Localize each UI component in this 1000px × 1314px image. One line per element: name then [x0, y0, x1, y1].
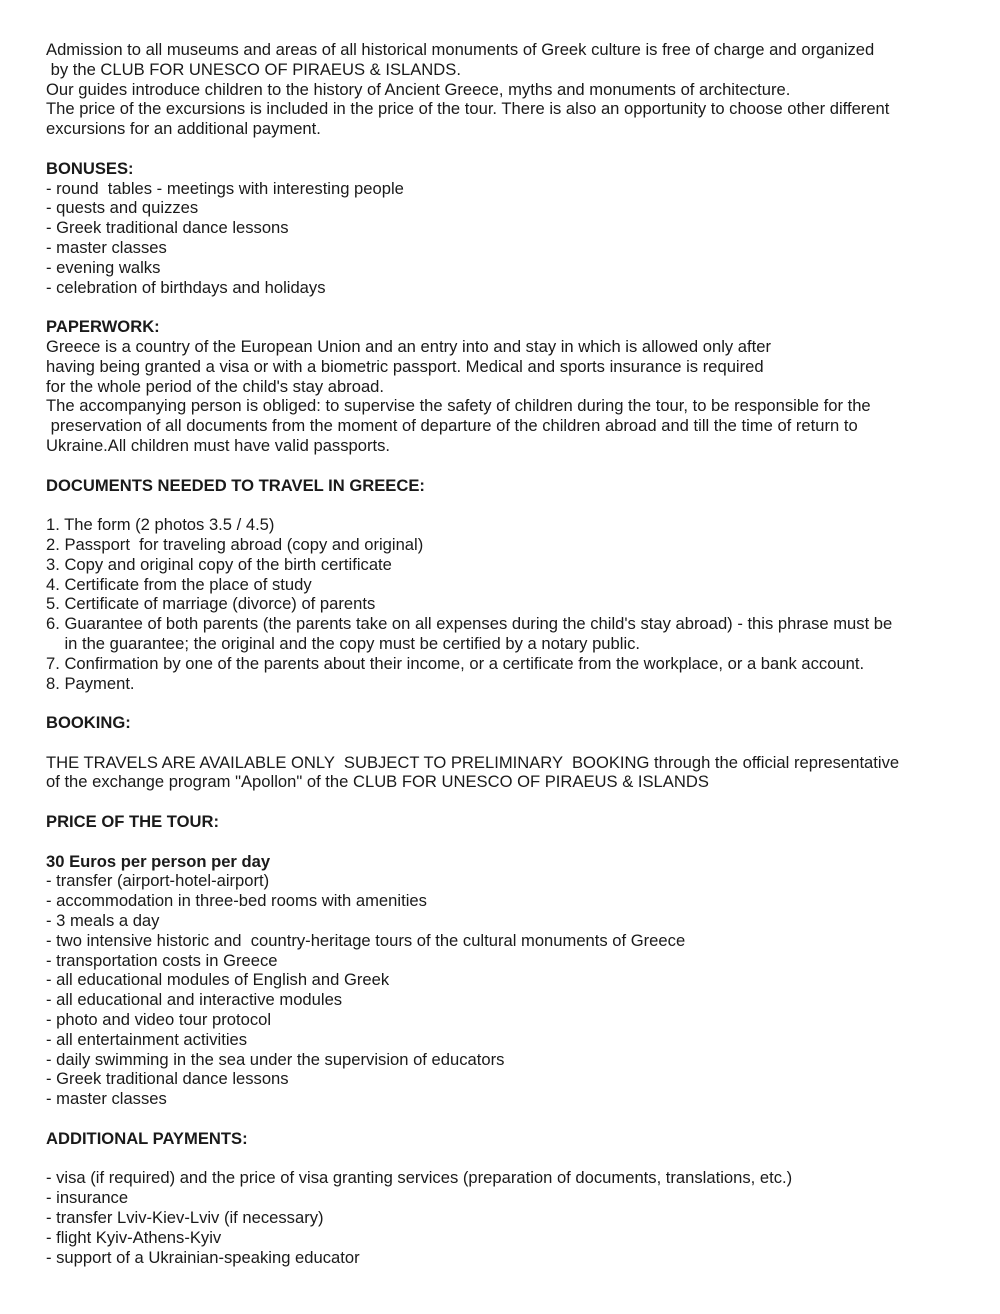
bonus-item: - master classes: [46, 237, 167, 257]
section-heading-documents: DOCUMENTS NEEDED TO TRAVEL IN GREECE:: [46, 475, 425, 495]
price-item: - master classes: [46, 1089, 167, 1109]
spacer: [46, 139, 976, 159]
intro-line: excursions for an additional payment.: [46, 119, 321, 139]
booking-line: of the exchange program "Apollon" of the CLUB FOR UNESCO OF PIRAEUS & ISLANDS: [46, 772, 709, 792]
document-item: 5. Certificate of marriage (divorce) of parents: [46, 594, 376, 614]
bonus-item: - round tables - meetings with interesting people: [46, 178, 404, 198]
bonus-item: - Greek traditional dance lessons: [46, 218, 289, 238]
document-item: 4. Certificate from the place of study: [46, 574, 312, 594]
bonus-item: - evening walks: [46, 257, 161, 277]
documents-section: [46, 476, 976, 694]
paperwork-line: Greece is a country of the European Union and an entry into and stay in which is allowed only after: [46, 336, 772, 356]
booking-section: [46, 713, 976, 792]
spacer: [46, 792, 976, 812]
bonus-item: - celebration of birthdays and holidays: [46, 277, 326, 297]
bonus-item: - quests and quizzes: [46, 198, 199, 218]
additional-item: - flight Kyiv-Athens-Kyiv: [46, 1227, 222, 1247]
document-item-continuation: in the guarantee; the original and the copy must be certified by a notary public.: [46, 633, 641, 653]
intro-line: Admission to all museums and areas of all historical monuments of Greek culture is free of charge and organized: [46, 40, 875, 59]
paperwork-line: having being granted a visa or with a biometric passport. Medical and sports insurance is required: [46, 356, 764, 376]
section-heading-additional-payments: ADDITIONAL PAYMENTS:: [46, 1128, 248, 1148]
spacer: [46, 1149, 976, 1169]
price-item: - 3 meals a day: [46, 911, 160, 931]
price-item: - all educational modules of English and Greek: [46, 970, 390, 990]
paperwork-line: for the whole period of the child's stay abroad.: [46, 376, 385, 396]
price-item: - transportation costs in Greece: [46, 950, 278, 970]
section-heading-price: PRICE OF THE TOUR:: [46, 812, 220, 832]
document-item: 6. Guarantee of both parents (the parents take on all expenses during the child's stay abroad) - this phrase must be: [46, 614, 893, 634]
price-item: - accommodation in three-bed rooms with amenities: [46, 891, 427, 911]
document-item: 1. The form (2 photos 3.5 / 4.5): [46, 515, 275, 535]
price-item: - Greek traditional dance lessons: [46, 1069, 289, 1089]
paperwork-section: [46, 317, 976, 456]
additional-item: - insurance: [46, 1188, 129, 1208]
additional-item: - support of a Ukrainian-speaking educator: [46, 1247, 360, 1267]
price-item: - all entertainment activities: [46, 1029, 248, 1049]
intro-line: by the CLUB FOR UNESCO OF PIRAEUS & ISLANDS.: [46, 59, 461, 79]
document-item: 7. Confirmation by one of the parents about their income, or a certificate from the workplace, or a bank account.: [46, 653, 865, 673]
intro-line: Our guides introduce children to the history of Ancient Greece, myths and monuments of architecture.: [46, 79, 791, 99]
section-heading-booking: BOOKING:: [46, 713, 131, 733]
document-page: [46, 40, 976, 1267]
price-item: - two intensive historic and country-heritage tours of the cultural monuments of Greece: [46, 930, 686, 950]
paperwork-line: The accompanying person is obliged: to supervise the safety of children during the tour, to be responsible for the: [46, 396, 871, 416]
price-rate: 30 Euros per person per day: [46, 851, 271, 871]
price-item: - all educational and interactive modules: [46, 990, 343, 1010]
intro-section: [46, 40, 976, 139]
paperwork-line: Ukraine.All children must have valid passports.: [46, 435, 391, 455]
price-item: - photo and video tour protocol: [46, 1010, 272, 1030]
spacer: [46, 693, 976, 713]
additional-item: - visa (if required) and the price of visa granting services (preparation of documents, translations, etc.): [46, 1168, 793, 1188]
spacer: [46, 456, 976, 476]
price-item: - transfer (airport-hotel-airport): [46, 871, 270, 891]
spacer: [46, 297, 976, 317]
section-heading-bonuses: BONUSES:: [46, 158, 134, 178]
spacer: [46, 1109, 976, 1129]
booking-line: THE TRAVELS ARE AVAILABLE ONLY SUBJECT TO PRELIMINARY BOOKING through the official representative: [46, 752, 900, 772]
section-heading-paperwork: PAPERWORK:: [46, 317, 160, 337]
spacer: [46, 832, 976, 852]
price-section: [46, 812, 976, 1109]
price-item: - daily swimming in the sea under the supervision of educators: [46, 1049, 505, 1069]
additional-item: - transfer Lviv-Kiev-Lviv (if necessary): [46, 1208, 324, 1228]
spacer: [46, 495, 976, 515]
document-item: 2. Passport for traveling abroad (copy and original): [46, 534, 424, 554]
spacer: [46, 733, 976, 753]
bonuses-section: [46, 159, 976, 298]
paperwork-line: preservation of all documents from the moment of departure of the children abroad and till the time of return to: [46, 416, 858, 436]
document-item: 8. Payment.: [46, 673, 135, 693]
additional-payments-section: [46, 1129, 976, 1268]
document-item: 3. Copy and original copy of the birth certificate: [46, 554, 392, 574]
intro-line: The price of the excursions is included in the price of the tour. There is also an opportunity to choose other different: [46, 99, 890, 119]
